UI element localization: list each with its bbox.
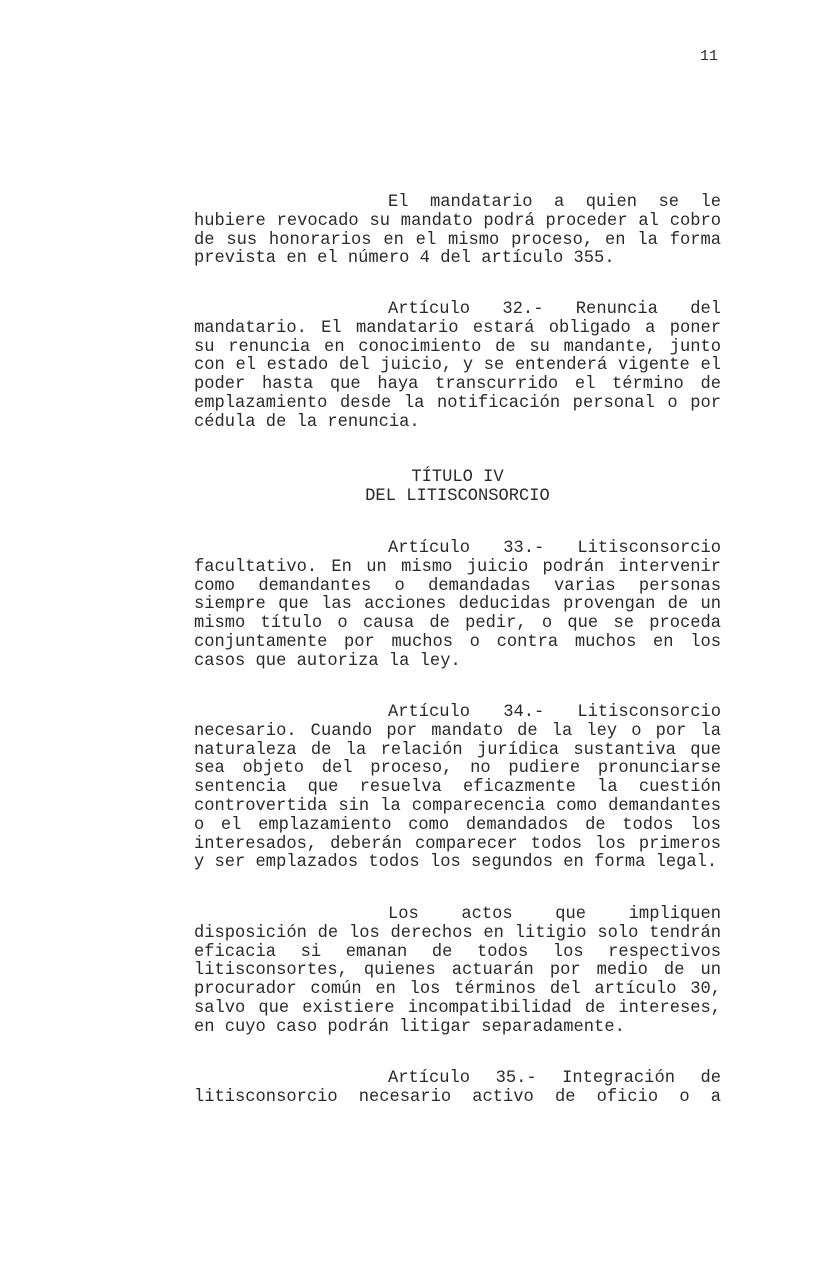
paragraph-text: Los actos que impliquen disposición de los derechos en litigio solo tendrán eficacia si emanan de todos los respectivos litisconsortes, quienes actuarán por medio de un procurador común en los términos del artículo 30, salvo que existiere incompatibilidad de intereses, en cuyo caso podrán litigar separadamente. bbox=[194, 905, 721, 1037]
title-name: DEL LITISCONSORCIO bbox=[365, 487, 550, 506]
paragraph-actos-disposicion bbox=[194, 906, 721, 1038]
article-35 bbox=[194, 1070, 721, 1108]
paragraph-text: El mandatario a quien se le hubiere revocado su mandato podrá proceder al cobro de sus honorarios en el mismo proceso, en la forma prevista en el número 4 del artículo 355. bbox=[194, 193, 721, 269]
article-32 bbox=[194, 301, 721, 433]
paragraph-mandatario-revocado bbox=[194, 194, 721, 269]
paragraph-text: Artículo 35.- Integración de litisconsorcio necesario activo de oficio o a bbox=[194, 1069, 721, 1107]
paragraph-text: Artículo 33.- Litisconsorcio facultativo. En un mismo juicio podrán intervenir como demandantes o demandadas varias personas siempre que las acciones deducidas provengan de un mismo título o causa de pedir, o que se proceda conjuntamente por muchos o contra muchos en los casos que autoriza la ley. bbox=[194, 539, 721, 671]
article-34 bbox=[194, 704, 721, 873]
paragraph-text: Artículo 34.- Litisconsorcio necesario. Cuando por mandato de la ley o por la naturaleza de la relación jurídica sustantiva que sea objeto del proceso, no pudiere pronunciarse sentencia que resuelva eficazmente la cuestión controvertida sin la comparecencia como demandantes o el emplazamiento como demandados de todos los interesados, deberán comparecer todos los primeros y ser emplazados todos los segundos en forma legal. bbox=[194, 703, 721, 873]
article-33 bbox=[194, 540, 721, 672]
page-number: 11 bbox=[700, 48, 719, 65]
paragraph-text: Artículo 32.- Renuncia del mandatario. El mandatario estará obligado a poner su renuncia en conocimiento de su mandante, junto con el estado del juicio, y se entenderá vigente el poder hasta que haya transcurrido el término de emplazamiento desde la notificación personal o por cédula de la renuncia. bbox=[194, 300, 721, 432]
title-number: TÍTULO IV bbox=[411, 468, 504, 487]
title-iv-heading bbox=[194, 468, 721, 506]
